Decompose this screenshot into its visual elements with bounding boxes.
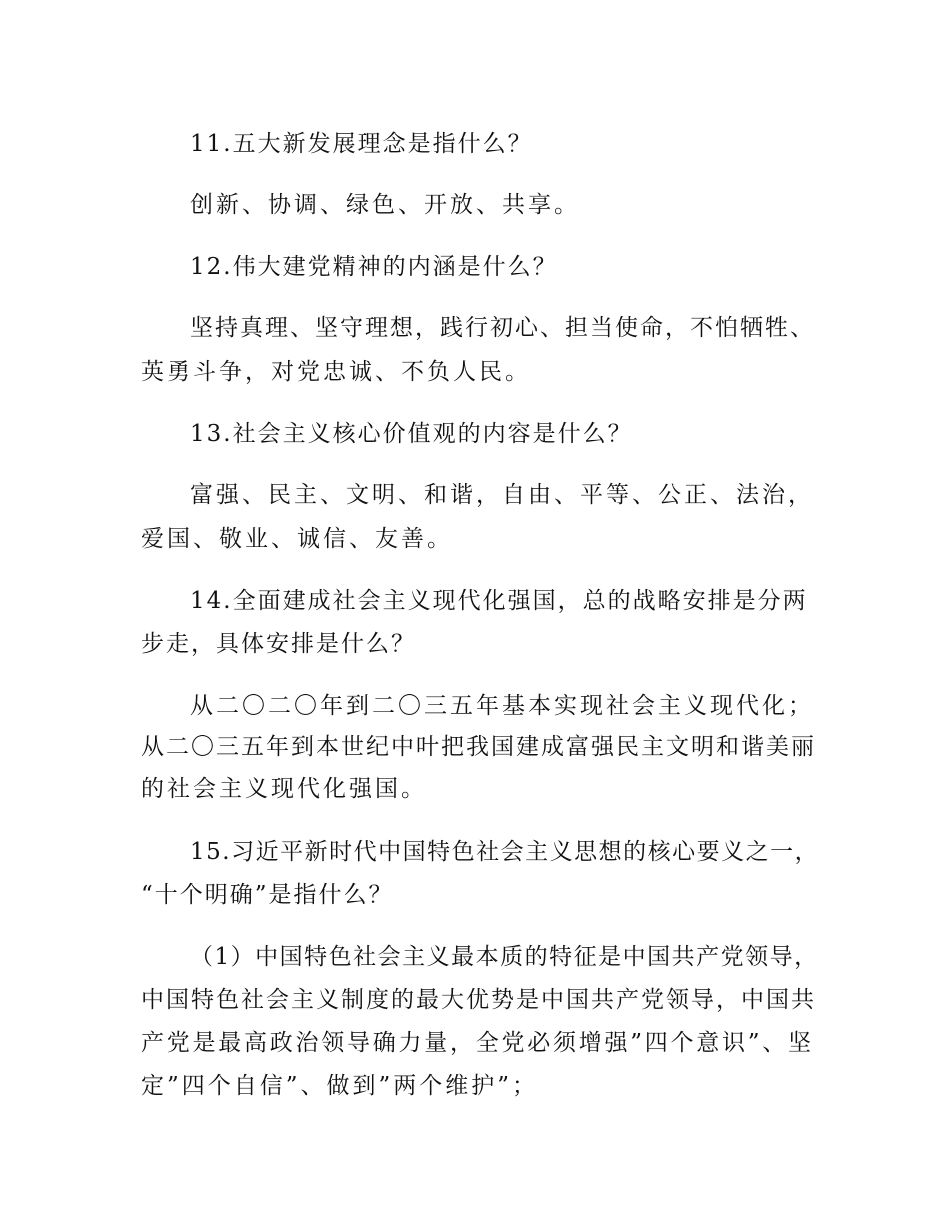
question-13: 13.社会主义核心价值观的内容是什么？ <box>190 421 633 447</box>
question-14-line-2: 步走，具体安排是什么？ <box>141 631 416 657</box>
answer-15-line-4: 定”四个自信”、做到”两个维护”； <box>141 1073 539 1099</box>
answer-14-line-3: 的社会主义现代化强国。 <box>141 776 427 802</box>
answer-15-line-3: 产党是最高政治领导确力量，全党必须增强”四个意识”、坚 <box>141 1030 814 1056</box>
question-11: 11.五大新发展理念是指什么？ <box>190 131 533 157</box>
answer-15-line-2: 中国特色社会主义制度的最大优势是中国共产党领导，中国共 <box>141 987 816 1013</box>
answer-12-line-2: 英勇斗争，对党忠诚、不负人民。 <box>141 359 531 385</box>
question-12: 12.伟大建党精神的内涵是什么？ <box>190 254 558 280</box>
answer-13-line-2: 爱国、敬业、诚信、友善。 <box>141 526 453 552</box>
answer-11: 创新、协调、绿色、开放、共享。 <box>190 192 580 218</box>
question-15-line-2: “十个明确”是指什么？ <box>141 882 394 908</box>
question-15-line-1: 15.习近平新时代中国特色社会主义思想的核心要义之一， <box>190 839 820 865</box>
answer-12-line-1: 坚持真理、坚守理想，践行初心、担当使命，不怕牺牲、 <box>190 315 815 341</box>
answer-14-line-1: 从二〇二〇年到二〇三五年基本实现社会主义现代化； <box>190 693 814 719</box>
answer-15-line-1: （1）中国特色社会主义最本质的特征是中国共产党领导， <box>190 944 819 970</box>
question-14-line-1: 14.全面建成社会主义现代化强国，总的战略安排是分两 <box>190 588 808 614</box>
answer-13-line-1: 富强、民主、文明、和谐，自由、平等、公正、法治， <box>190 482 814 508</box>
answer-14-line-2: 从二〇三五年到本世纪中叶把我国建成富强民主文明和谐美丽 <box>141 734 816 760</box>
